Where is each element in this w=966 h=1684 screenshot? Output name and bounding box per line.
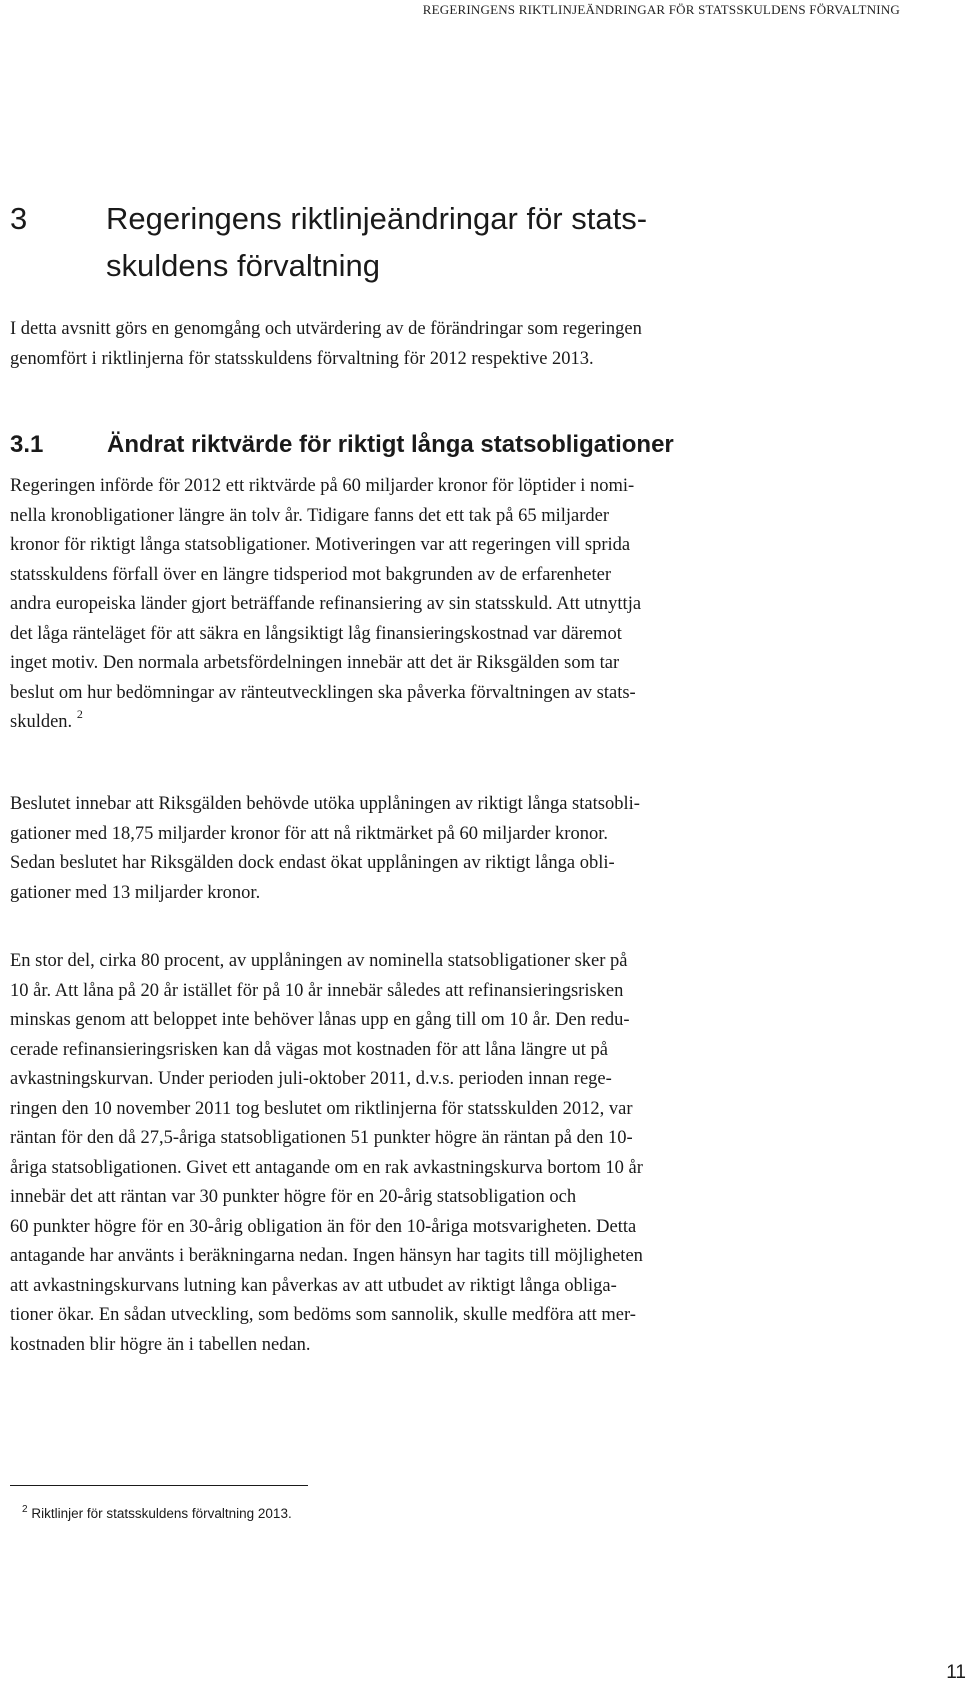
- text-line: I detta avsnitt görs en genomgång och utvärdering av de förändringar som regeringen: [10, 319, 642, 339]
- text-fragment: skulden.: [10, 712, 73, 732]
- text-line: andra europeiska länder gjort beträffande refinansiering av sin statsskuld. Att utnyttja: [10, 594, 642, 614]
- chapter-title-line: skuldens förvaltning: [106, 248, 380, 283]
- text-line: 10 år. Att låna på 20 år istället för på 10 år innebär således att refinansieringsrisken: [10, 980, 624, 1001]
- text-line: det låga ränteläget för att säkra en långsiktigt låg finansieringskostnad var däremot: [10, 623, 622, 644]
- chapter-title-line: Regeringens riktlinjeändringar för stats-: [106, 201, 648, 236]
- text-line: beslut om hur bedömningar av ränteutvecklingen ska påverka förvaltningen av stats-: [10, 682, 636, 703]
- paragraph-1: [10, 472, 810, 738]
- text-line: gationer med 18,75 miljarder kronor för att nå riktmärket på 60 miljarder kronor.: [10, 823, 608, 844]
- text-line: minskas genom att beloppet inte behöver lånas upp en gång till om 10 år. Den redu-: [10, 1010, 630, 1030]
- text-line: En stor del, cirka 80 procent, av upplåningen av nominella statsobligationer sker på: [10, 951, 628, 971]
- text-line: kronor för riktigt långa statsobligationer. Motiveringen var att regeringen vill sprida: [10, 535, 631, 555]
- chapter-number: 3: [10, 201, 28, 236]
- intro-paragraph: [10, 315, 810, 374]
- chapter-title: [106, 195, 826, 289]
- text-line: att avkastningskurvans lutning kan påverkas av att utbudet av riktigt långa obliga-: [10, 1275, 617, 1296]
- footnote: [22, 1506, 292, 1521]
- text-line: innebär det att räntan var 30 punkter högre för en 20-årig statsobligation och: [10, 1187, 577, 1207]
- text-line: Sedan beslutet har Riksgälden dock endast ökat upplåningen av riktigt långa obli-: [10, 853, 615, 873]
- footnote-reference[interactable]: 2: [76, 707, 83, 721]
- text-line: statsskuldens förfall över en längre tidsperiod mot bakgrunden av de erfarenheter: [10, 564, 612, 585]
- running-header: REGERINGENS RIKTLINJEÄNDRINGAR FÖR STATSSKULDENS FÖRVALTNING: [422, 2, 900, 17]
- section-heading: [10, 431, 674, 459]
- text-line: tioner ökar. En sådan utveckling, som bedöms som sannolik, skulle medföra att mer-: [10, 1305, 636, 1325]
- text-line: åriga statsobligationen. Givet ett antagande om en rak avkastningskurva bortom 10 år: [10, 1157, 643, 1178]
- paragraph-3: [10, 947, 810, 1360]
- text-line: [10, 708, 810, 738]
- text-line: genomfört i riktlinjerna för statsskuldens förvaltning för 2012 respektive 2013.: [10, 348, 594, 369]
- text-line: kostnaden blir högre än i tabellen nedan.: [10, 1334, 311, 1355]
- text-line: ringen den 10 november 2011 tog beslutet om riktlinjerna för statsskulden 2012, var: [10, 1098, 633, 1119]
- footnote-text: Riktlinjer för statsskuldens förvaltning 2013.: [31, 1506, 292, 1521]
- text-line: Regeringen införde för 2012 ett riktvärde på 60 miljarder kronor för löptider i nomi-: [10, 476, 635, 496]
- paragraph-2: [10, 790, 810, 908]
- text-line: inget motiv. Den normala arbetsfördelningen innebär att det är Riksgälden som tar: [10, 653, 620, 673]
- text-line: Beslutet innebar att Riksgälden behövde utöka upplåningen av riktigt långa statsobli-: [10, 794, 640, 814]
- text-line: cerade refinansieringsrisken kan då vägas mot kostnaden för att låna längre ut på: [10, 1039, 608, 1060]
- text-line: avkastningskurvan. Under perioden juli-oktober 2011, d.v.s. perioden innan rege-: [10, 1069, 612, 1089]
- section-number: 3.1: [10, 431, 44, 458]
- page-number: 11: [946, 1662, 966, 1683]
- text-line: nella kronobligationer längre än tolv år. Tidigare fanns det ett tak på 65 miljarder: [10, 505, 610, 526]
- text-line: antagande har använts i beräkningarna nedan. Ingen hänsyn har tagits till möjligheten: [10, 1246, 643, 1266]
- text-line: 60 punkter högre för en 30-årig obligation än för den 10-åriga motsvarigheten. Detta: [10, 1216, 637, 1237]
- text-line: räntan för den då 27,5-åriga statsobligationen 51 punkter högre än räntan på den 10-: [10, 1128, 633, 1148]
- text-line: gationer med 13 miljarder kronor.: [10, 882, 261, 903]
- footnote-divider: [10, 1485, 308, 1486]
- footnote-number: 2: [22, 1504, 28, 1515]
- section-title: Ändrat riktvärde för riktigt långa statsobligationer: [107, 431, 674, 458]
